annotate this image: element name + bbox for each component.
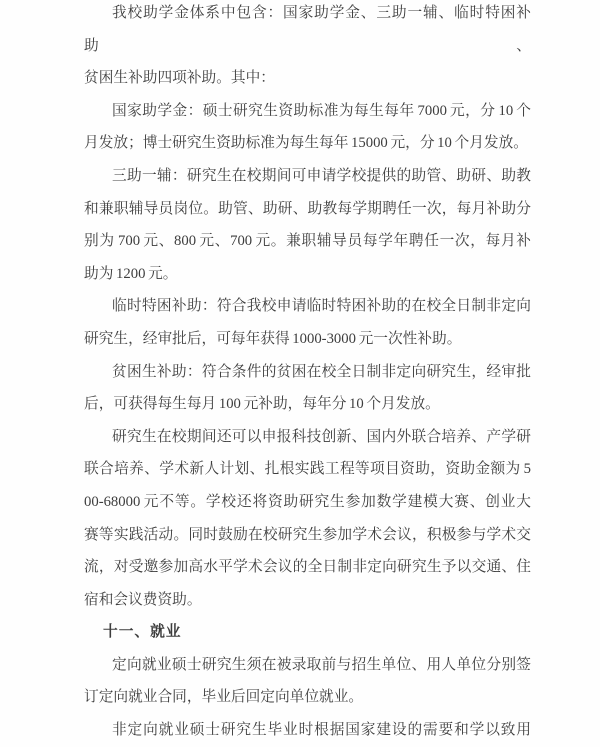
paragraph-line: 研究生在校期间还可以申报科技创新、国内外联合培养、产学研 [112,428,531,445]
paragraph-line: 三助一辅：研究生在校期间可申请学校提供的助管、助研、助教 [112,167,531,184]
paragraph-line: 贫困生补助：符合条件的贫困在校全日制非定向研究生，经审批 [112,363,531,380]
paragraph-line: 定向就业硕士研究生须在被录取前与招生单位、用人单位分别签 [112,656,531,673]
paragraph-line: 临时特困补助：符合我校申请临时特困补助的在校全日制非定向 [112,298,531,315]
paragraph-line: 联合培养、学术新人计划、扎根实践工程等项目资助，资助金额为 5 [84,461,531,478]
paragraph-line: 流，对受邀参加高水平学术会议的全日制非定向研究生予以交通、住 [84,559,531,576]
paragraph-line: 研究生，经审批后，可每年获得 1000-3000 元一次性补助。 [84,330,462,347]
paragraph-line: 后，可获得每生每月 100 元补助，每年分 10 个月发放。 [84,396,440,413]
paragraph-line: 助为 1200 元。 [84,265,178,282]
paragraph-line: 赛等实践活动。同时鼓励在校研究生参加学术会议，积极参与学术交 [84,526,531,543]
document-body [84,0,531,747]
paragraph-line: 贫困生补助四项补助。其中： [84,70,275,87]
paragraph-line: 订定向就业合同，毕业后回定向单位就业。 [84,689,364,706]
paragraph-line: 国家助学金：硕士研究生资助标准为每生每年 7000 元，分 10 个 [112,102,531,119]
paragraph-line: 月发放；博士研究生资助标准为每生每年 15000 元，分 10 个月发放。 [84,135,528,152]
paragraph-line: 别为 700 元、800 元、700 元。兼职辅导员每学年聘任一次，每月补 [84,233,531,250]
paragraph-line: 和兼职辅导员岗位。助管、助研、助教每学期聘任一次，每月补助分 [84,200,531,217]
paragraph-line: 我校助学金体系中包含：国家助学金、三助一辅、临时特困补助、 [84,5,531,54]
section-heading: 十一、就业 [103,624,182,641]
paragraph-line: 非定向就业硕士研究生毕业时根据国家建设的需要和学以致用 [112,722,531,739]
paragraph-line: 00-68000 元不等。学校还将资助研究生参加数学建模大赛、创业大 [84,493,531,510]
paragraph-line: 宿和会议费资助。 [84,591,202,608]
